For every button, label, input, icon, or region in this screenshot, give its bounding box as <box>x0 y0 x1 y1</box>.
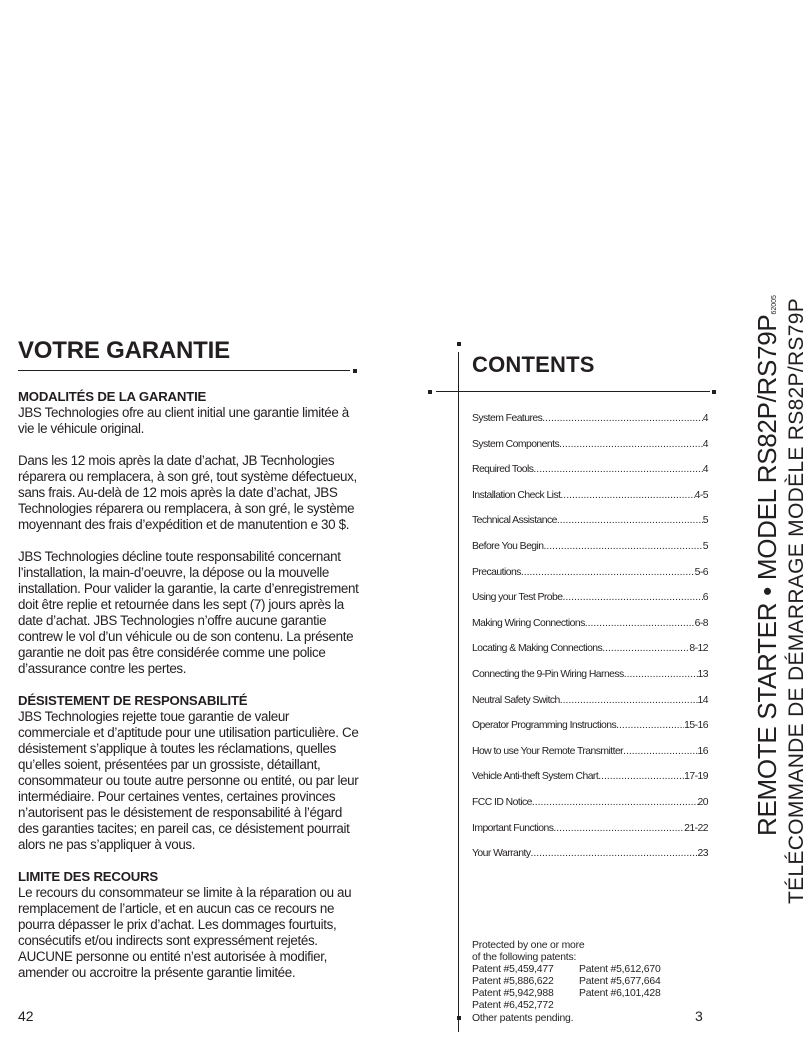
toc-page: 4 <box>702 413 708 424</box>
patents-intro: of the following patents: <box>472 952 577 964</box>
toc-entry <box>472 695 708 721</box>
toc-page: 5 <box>702 540 708 552</box>
paragraph: JBS Technologies rejette toue garantie de valeur commerciale et d’aptitude pour une utilisation particulière. Ce désistement s’applique à toutes les réclamations, quelles qu’elles soient, présentées par un grossiste, détaillant, consommateur ou toute autre personne ou entité, ou par leur intermédiaire. Pour certaines ventes, certaines provinces n’autorisent pas le désistement de responsabilité à l’égard des garanties tacites; en pareil cas, ce désistement pourrait alors ne pas s’appliquer à vous. <box>18 709 359 852</box>
toc-page: 23 <box>697 848 708 860</box>
toc-label: System Components <box>472 438 560 450</box>
section-heading: LIMITE DES RECOURS <box>18 869 159 884</box>
toc-entry <box>472 720 708 746</box>
toc-entry <box>472 515 708 541</box>
frame-dot-bottom <box>457 1016 461 1020</box>
toc-entry <box>472 567 708 593</box>
patent-row <box>472 988 712 1000</box>
title-rule-line <box>18 370 350 371</box>
toc-page: 4 <box>702 438 708 450</box>
toc-entry <box>472 643 708 669</box>
table-of-contents <box>472 413 708 874</box>
warranty-page <box>18 336 360 981</box>
toc-leader <box>616 720 684 731</box>
toc-leader <box>602 643 689 654</box>
section-heading: DÉSISTEMENT DE RESPONSABILITÉ <box>18 693 248 708</box>
toc-page: 4-5 <box>694 489 708 501</box>
toc-leader <box>624 669 698 680</box>
toc-leader <box>533 464 702 475</box>
toc-entry <box>472 669 708 695</box>
patent-number: Patent #5,612,670 <box>579 964 661 976</box>
section-desistement <box>18 693 360 853</box>
toc-page: 5 <box>702 515 708 527</box>
toc-leader <box>557 515 703 526</box>
frame-vertical-line <box>458 352 459 1032</box>
toc-leader <box>562 592 702 603</box>
toc-label: Before You Begin <box>472 540 544 552</box>
toc-page: 15-16 <box>684 720 708 732</box>
toc-page: 4 <box>702 464 708 476</box>
toc-leader <box>521 567 695 578</box>
toc-leader <box>553 823 684 834</box>
toc-entry <box>472 413 708 439</box>
toc-entry <box>472 771 708 797</box>
toc-leader <box>532 797 698 808</box>
toc-page: 17-19 <box>684 771 708 783</box>
toc-label: Neutral Safety Switch <box>472 694 560 706</box>
toc-page: 14 <box>697 694 708 706</box>
toc-page: 6 <box>702 592 708 604</box>
toc-entry <box>472 592 708 618</box>
page-number-left: 42 <box>18 1008 34 1024</box>
patent-number: Patent #6,101,428 <box>579 988 661 1000</box>
toc-leader <box>560 695 698 706</box>
patent-row <box>472 976 712 988</box>
toc-leader <box>623 746 697 757</box>
toc-label: System Features <box>472 413 543 424</box>
toc-label: Your Warranty <box>472 848 531 860</box>
patent-number: Patent #5,459,477 <box>472 964 554 976</box>
frame-horizontal-line <box>436 391 710 392</box>
spine-code: 62005 <box>771 295 778 315</box>
toc-label: Important Functions <box>472 822 554 834</box>
contents-title: CONTENTS <box>472 352 595 377</box>
toc-label: Locating & Making Connections <box>472 643 603 655</box>
toc-entry <box>472 848 708 874</box>
patent-number: Patent #6,452,772 <box>472 1000 554 1012</box>
spine-title-french: TÉLÉCOMMANDE DE DÉMARRAGE MODÈLE RS82P/RS79P <box>785 297 808 904</box>
toc-page: 5-6 <box>694 566 708 578</box>
section-heading: MODALITÉS DE LA GARANTIE <box>18 389 207 404</box>
toc-label: Installation Check List <box>472 489 561 501</box>
title-rule-dot <box>353 369 357 373</box>
toc-page: 8-12 <box>689 643 708 655</box>
toc-entry <box>472 823 708 849</box>
toc-entry <box>472 618 708 644</box>
patents-intro: Protected by one or more <box>472 940 585 951</box>
paragraph: JBS Technologies décline toute responsabilité concernant l’installation, la main-d’oeuvre, la dépose ou la mouvelle installation. Pour valider la garantie, la carte d’enregistrement doit être replie et retournée dans les sept (7) jours après la date d’achat. JBS Technologies n’offre aucune garantie contrew le vol d’un véhicule ou de son contenu. La présente garantie ne doit pas être considérée comme une police d’assurance contre les pertes. <box>18 549 359 676</box>
spine-title <box>732 295 808 904</box>
spine-english-text: REMOTE STARTER • MODEL RS82P/RS79P <box>752 314 782 836</box>
page-number-right: 3 <box>695 1008 703 1024</box>
toc-label: Required Tools <box>472 464 534 476</box>
section-modalites <box>18 389 360 677</box>
toc-page: 6-8 <box>694 617 708 629</box>
toc-page: 20 <box>697 796 708 808</box>
toc-page: 16 <box>697 745 708 757</box>
toc-entry <box>472 797 708 823</box>
toc-leader <box>559 439 703 450</box>
frame-dot-top <box>457 342 461 346</box>
toc-leader <box>560 490 694 501</box>
patent-number: Patent #5,942,988 <box>472 988 554 1000</box>
toc-label: How to use Your Remote Transmitter <box>472 745 624 757</box>
paragraph: Le recours du consommateur se limite à la réparation ou au remplacement de l’article, et en aucun cas ce recours ne pourra dépasser le prix d’achat. Les dommages fourtuits, consécutifs et/ou indirects sont expressément rejetés. AUCUNE personne ou entité n’est autorisée à modifier, amender ou accroitre la présente garantie limitée. <box>18 885 352 980</box>
paragraph: Dans les 12 mois après la date d’achat, JB Tecnhologies réparera ou remplacera, à son gré, tout système défectueux, sans frais. Au-delà de 12 mois après la date d’achat, JBS Technologies réparera ou remplacera, à son gré, le système moyennant des frais d’expédition et de manutention e 30 $. <box>18 453 357 532</box>
toc-label: Vehicle Anti-theft System Chart <box>472 771 599 783</box>
frame-dot-right <box>712 390 716 394</box>
toc-entry <box>472 490 708 516</box>
toc-entry <box>472 439 708 465</box>
patents-notice <box>472 940 712 1025</box>
toc-leader <box>598 771 684 782</box>
page-title: VOTRE GARANTIE <box>18 337 230 364</box>
section-limite <box>18 869 360 981</box>
patents-footer: Other patents pending. <box>472 1012 574 1024</box>
toc-leader <box>542 413 702 424</box>
toc-leader <box>544 541 703 552</box>
toc-label: Technical Assistance <box>472 515 557 527</box>
toc-label: Connecting the 9-Pin Wiring Harness <box>472 668 624 680</box>
toc-label: Using your Test Probe <box>472 592 563 604</box>
patent-number: Patent #5,677,664 <box>579 976 661 988</box>
paragraph: JBS Technologies ofre au client initial une garantie limitée à vie le véhicule original. <box>18 405 349 436</box>
toc-entry <box>472 541 708 567</box>
toc-entry <box>472 746 708 772</box>
patent-row <box>472 1000 712 1012</box>
toc-label: FCC ID Notice <box>472 796 532 808</box>
patent-row <box>472 964 712 976</box>
toc-label: Operator Programming Instructions <box>472 720 617 732</box>
frame-dot-left <box>428 390 432 394</box>
toc-label: Making Wiring Connections <box>472 617 585 629</box>
toc-entry <box>472 464 708 490</box>
patent-number: Patent #5,886,622 <box>472 976 554 988</box>
toc-page: 13 <box>697 668 708 680</box>
toc-leader <box>531 848 698 859</box>
title-rule <box>18 369 358 377</box>
toc-leader <box>585 618 695 629</box>
toc-label: Precautions <box>472 566 521 578</box>
toc-page: 21-22 <box>684 822 708 834</box>
